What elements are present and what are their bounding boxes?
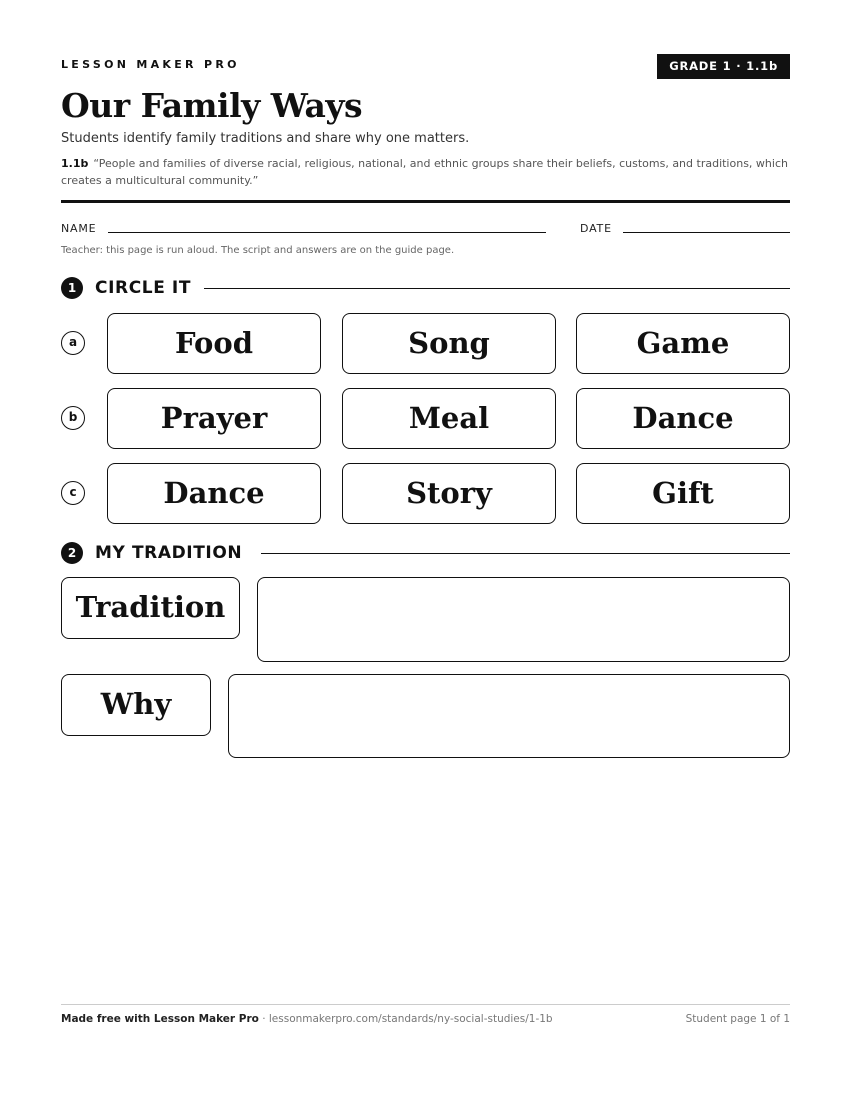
name-field[interactable] xyxy=(108,232,546,233)
footer-made-with: Made free with Lesson Maker Pro xyxy=(61,1013,259,1025)
name-label: NAME xyxy=(61,222,97,235)
footer-url[interactable]: · lessonmakerpro.com/standards/ny-social-studies/1-1b xyxy=(258,1013,553,1025)
teacher-note: Teacher: this page is run aloud. The script and answers are on the guide page. xyxy=(61,245,455,256)
tradition-answer-box[interactable] xyxy=(257,577,790,662)
page-title: Our Family Ways xyxy=(61,86,363,125)
word-choice[interactable]: Meal xyxy=(342,388,556,449)
standard-statement xyxy=(61,155,790,189)
word-choice[interactable]: Dance xyxy=(107,463,321,524)
word-choice[interactable]: Story xyxy=(342,463,556,524)
header-divider xyxy=(61,200,790,203)
footer-page-info: Student page 1 of 1 xyxy=(685,1013,790,1025)
section-number-2: 2 xyxy=(61,542,83,564)
tradition-label: Tradition xyxy=(61,577,240,639)
standard-code: 1.1b xyxy=(61,157,89,170)
row-letter-c: c xyxy=(61,481,85,505)
row-letter-a: a xyxy=(61,331,85,355)
word-choice[interactable]: Food xyxy=(107,313,321,374)
grade-badge: GRADE 1 · 1.1b xyxy=(657,54,790,79)
date-label: DATE xyxy=(580,222,612,235)
row-letter-b: b xyxy=(61,406,85,430)
date-field[interactable] xyxy=(623,232,790,233)
page-subtitle: Students identify family traditions and share why one matters. xyxy=(61,131,470,146)
brand-label: LESSON MAKER PRO xyxy=(61,58,240,71)
footer-credit xyxy=(61,1012,553,1026)
footer-divider xyxy=(61,1004,790,1005)
why-label: Why xyxy=(61,674,211,736)
section-title: MY TRADITION xyxy=(95,543,243,563)
why-answer-box[interactable] xyxy=(228,674,790,758)
worksheet-page xyxy=(61,0,790,1100)
word-choice[interactable]: Dance xyxy=(576,388,790,449)
section-rule xyxy=(261,553,790,554)
word-choice[interactable]: Game xyxy=(576,313,790,374)
section-circle-it-header xyxy=(61,277,790,299)
section-number-1: 1 xyxy=(61,277,83,299)
word-choice[interactable]: Gift xyxy=(576,463,790,524)
section-rule xyxy=(204,288,790,289)
word-choice[interactable]: Song xyxy=(342,313,556,374)
standard-text: “People and families of diverse racial, religious, national, and ethnic groups share their beliefs, customs, and traditions, which creates a multicultural community.” xyxy=(61,157,788,187)
word-choice[interactable]: Prayer xyxy=(107,388,321,449)
section-my-tradition-header xyxy=(61,542,790,564)
section-title: CIRCLE IT xyxy=(95,278,192,298)
